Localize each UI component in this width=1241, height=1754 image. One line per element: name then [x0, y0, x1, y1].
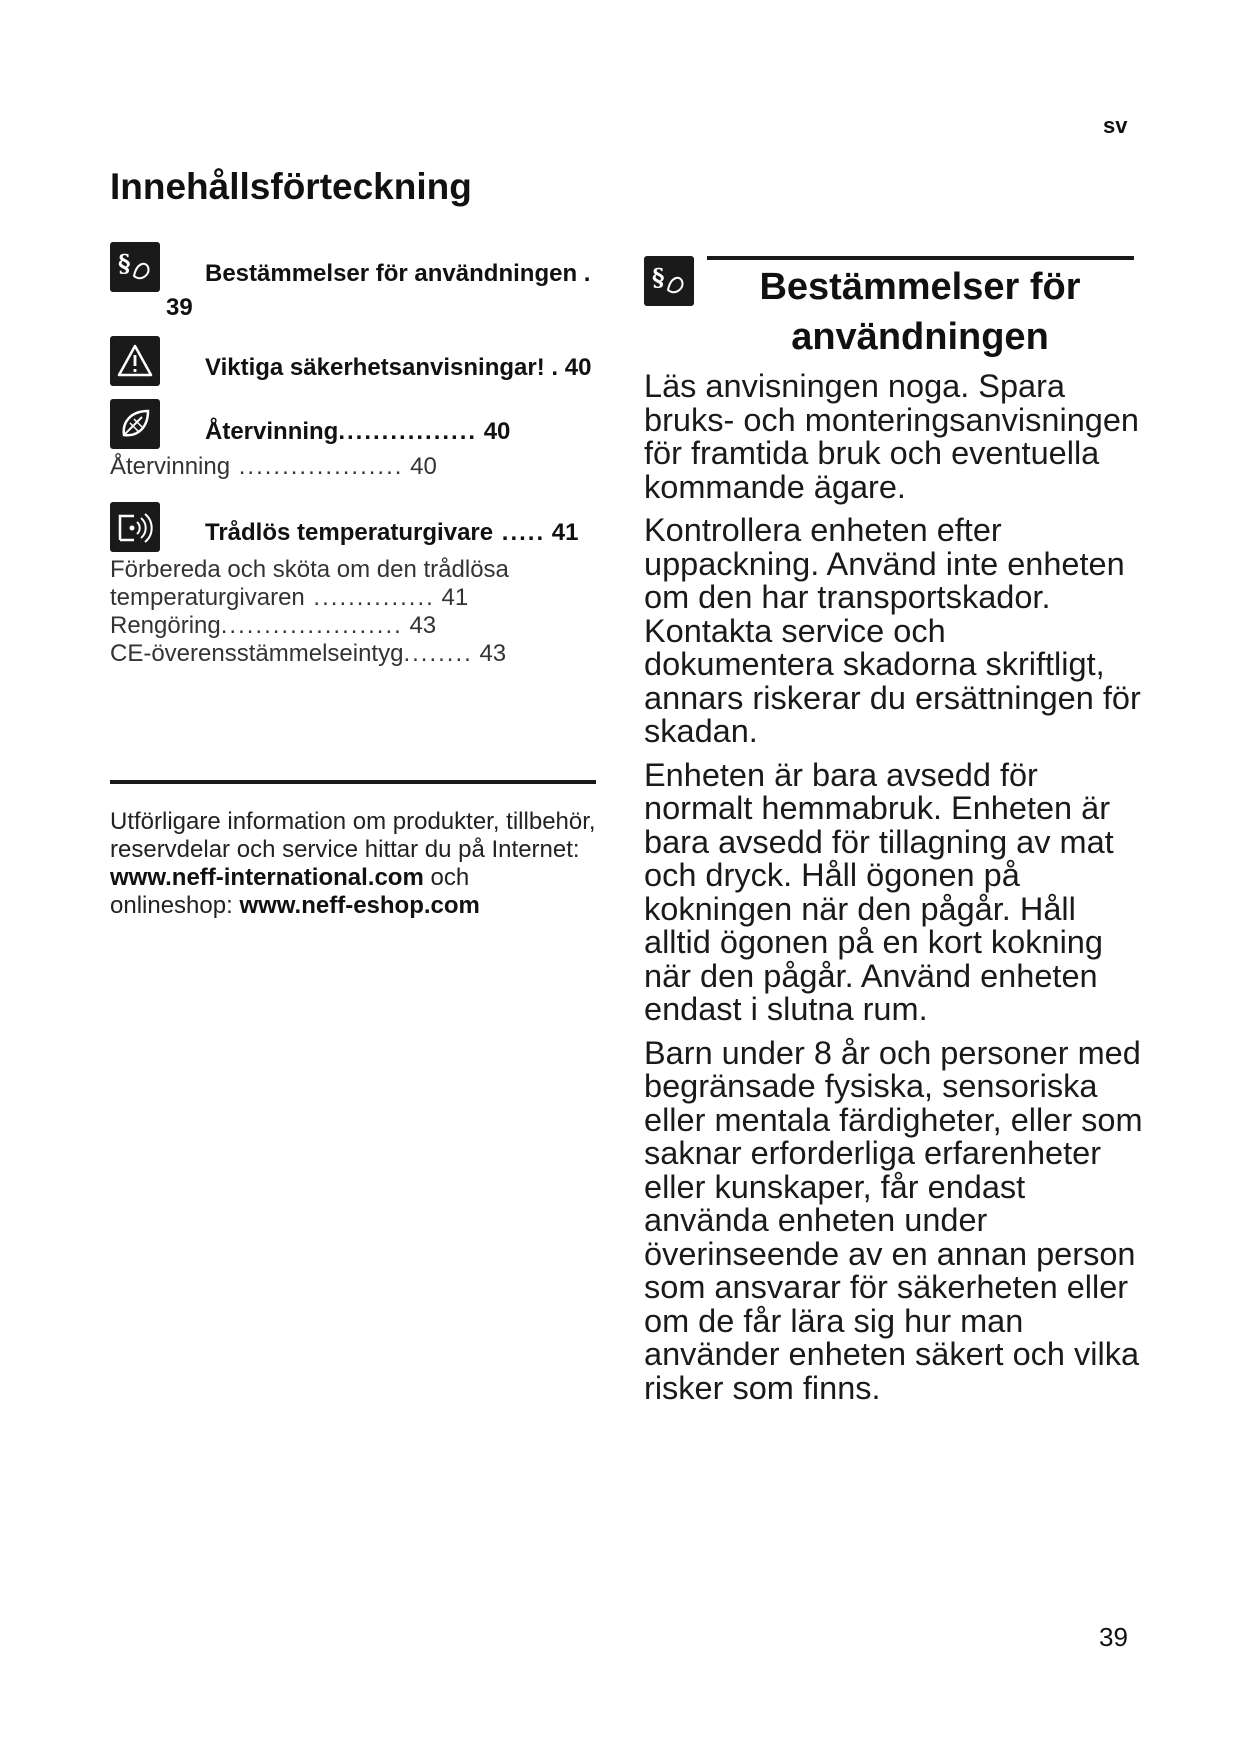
toc-page-number: 39 — [166, 294, 193, 321]
eshop-link[interactable]: www.neff-eshop.com — [239, 892, 480, 919]
toc-dots: . — [577, 260, 591, 287]
section-rule — [707, 256, 1134, 260]
toc-subentry-ce[interactable] — [110, 640, 506, 668]
toc-entry-safety[interactable] — [205, 354, 591, 382]
body-paragraph: Enheten är bara avsedd för normalt hemmabruk. Enheten är bara avsedd för tillagning av mat och dryck. Håll ögonen på kokningen när den pågår. Håll alltid ögonen på en kort kokning när den pågår. Använd enheten endast i slutna rum. — [644, 756, 1114, 1027]
toc-entry-recycling[interactable] — [205, 418, 510, 446]
toc-dots: .............. — [304, 584, 435, 611]
toc-dots: ................... — [230, 453, 404, 480]
toc-entry-label: Trådlös temperaturgivare — [205, 519, 494, 546]
toc-subentry-label: Rengöring — [110, 612, 221, 639]
body-paragraph: Kontrollera enheten efter uppackning. Använd inte enheten om den har transportskador. Kontakta service och dokumentera skadorna skriftligt, annars riskerar du ersättningen för skadan. — [644, 512, 1141, 749]
section-body — [644, 370, 1144, 1415]
toc-dots: . — [544, 354, 559, 381]
divider-line — [110, 780, 596, 784]
language-code: sv — [1103, 113, 1128, 138]
section-title — [700, 262, 1140, 362]
recycling-leaf-icon — [110, 399, 160, 449]
international-link[interactable]: www.neff-international.com — [110, 864, 424, 891]
page-number: 39 — [1099, 1622, 1128, 1652]
body-paragraph: Barn under 8 år och personer med begränsade fysiska, sensoriska eller mentala färdigheter, eller som saknar erforderliga erfarenheter eller kunskaper, får endast använda enheten under överinseende av en annan person som ansvarar för säkerheten eller om de får lära sig hur man använder enheten säkert och vilka risker som finns. — [644, 1034, 1143, 1406]
toc-dots: ..... — [493, 519, 546, 546]
toc-entry-regulations[interactable] — [205, 260, 590, 288]
section-title-line1: Bestämmelser för — [759, 266, 1081, 308]
regulations-icon — [644, 256, 694, 306]
toc-page-number: 41 — [441, 584, 469, 611]
toc-page-number: 40 — [483, 418, 511, 445]
toc-subentry-label: Återvinning — [110, 453, 231, 480]
toc-dots: ..................... — [220, 612, 403, 639]
toc-subentry-label: CE-överensstämmelseintyg — [110, 640, 404, 667]
toc-dots: ................ — [338, 418, 478, 445]
section-title-line2: användningen — [791, 316, 1049, 358]
svg-text:§: § — [652, 263, 665, 292]
toc-page-number: 43 — [479, 640, 507, 667]
toc-page-number: 41 — [551, 519, 579, 546]
warning-icon — [110, 336, 160, 386]
toc-page-number: 43 — [409, 612, 437, 639]
toc-entry-label: Viktiga säkerhetsanvisningar! — [205, 354, 545, 381]
toc-page-number: 40 — [564, 354, 592, 381]
toc-entry-wireless-sensor[interactable] — [205, 519, 579, 547]
body-paragraph: Läs anvisningen noga. Spara bruks- och monteringsanvisningen för framtida bruk och eventuella kommande ägare. — [644, 368, 1139, 505]
toc-subentry-recycling[interactable] — [110, 453, 437, 481]
toc-subentry-label: temperaturgivaren — [110, 584, 305, 611]
toc-page-number: 40 — [410, 453, 437, 480]
svg-text:§: § — [118, 249, 131, 278]
wireless-sensor-icon — [110, 502, 160, 552]
toc-entry-label: Återvinning — [205, 418, 339, 445]
toc-subentry-cleaning[interactable] — [110, 612, 436, 640]
toc-subentry-prepare-line2[interactable] — [110, 584, 468, 612]
info-text: Utförligare information om produkter, tillbehör, reservdelar och service hittar du på Internet: — [110, 808, 596, 863]
toc-title: Innehållsförteckning — [110, 166, 472, 207]
info-conjunction: och — [430, 864, 470, 891]
info-block — [110, 808, 610, 920]
toc-dots: ........ — [403, 640, 473, 667]
regulations-icon — [110, 242, 160, 292]
toc-entry-label: Bestämmelser för användningen — [205, 260, 578, 287]
shop-label: onlineshop: — [110, 892, 233, 919]
toc-subentry-prepare-line1[interactable]: Förbereda och sköta om den trådlösa — [110, 556, 509, 583]
